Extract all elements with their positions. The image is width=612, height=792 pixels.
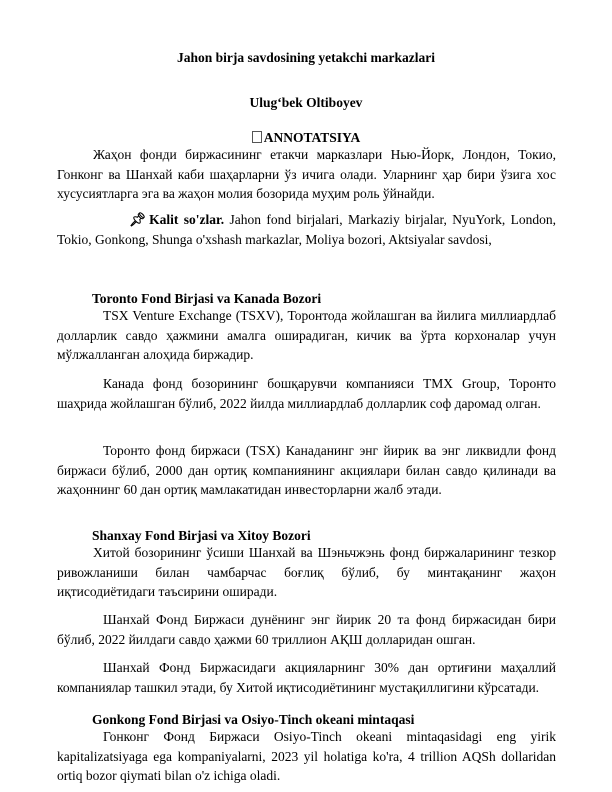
pin-icon: 📌︎ [129,212,147,227]
annotation-heading: ANNOTATSIYA [263,130,361,145]
keywords-label: Kalit so'zlar. [149,212,225,227]
section-heading-shanghai: Shanxay Fond Birjasi va Xitoy Bozori [92,528,311,543]
document-title: Jahon birja savdosining yetakchi markazlari [176,50,436,65]
placeholder-box-icon [252,131,262,143]
keywords-text: Jahon fond birjalari, Markaziy birjalar, NyuYork, London, Tokio, Gonkong, Shunga o'xshash markazlar, Moliya bozori, Aktsiyalar savdosi, [57,212,557,247]
toronto-paragraph-2: Канада фонд бозорининг бошқарувчи компанияси TMX Group, Торонто шаҳрида жойлашган бўлиб, 2022 йилда миллиардлаб долларлик соф даромад олган. [57,376,556,411]
keywords-paragraph [57,210,556,249]
document-author: Ulug‘bek Oltiboyev [249,95,363,110]
hongkong-paragraph-1: Гонконг Фонд Биржаси Osiyo-Tinch okeani mintaqasidagi eng yirik kapitalizatsiyaga ega kompaniyalarni, 2023 yil holatiga ko'ra, 4 trillion AQSh dollaridan ortiq bozor qiymati bilan o'z ichiga oladi. [57,729,556,783]
annotation-heading-row [0,130,612,146]
shanghai-paragraph-1: Хитой бозорининг ўсиши Шанхай ва Шэньчжэнь фонд биржаларининг тезкор ривожланиши билан чамбарчас боғлиқ бўлиб, бу минтақанинг жаҳон иқтисодиётидаги таъсирини оширади. [57,545,556,599]
annotation-text: Жаҳон фонди биржасининг етакчи марказлари Нью-Йорк, Лондон, Токио, Гонконг ва Шанхай каби шаҳарларни ўз ичига олади. Уларнинг ҳар бири ўзига хос хусусиятларга эга ва жаҳон молия бозорида муҳим роль ўйнайди. [57,147,556,201]
section-heading-toronto: Toronto Fond Birjasi va Kanada Bozori [92,291,322,306]
toronto-paragraph-3: Торонто фонд биржаси (TSX) Канаданинг энг йирик ва энг ликвидли фонд биржаси бўлиб, 2000 дан ортиқ компаниянинг акциялари билан савдо қилинади ва жаҳоннинг 60 дан ортиқ мамлакатидан инвесторларни жалб этади. [57,443,556,497]
toronto-paragraph-1: TSX Venture Exchange (TSXV), Торонтода жойлашган ва йилига миллиардлаб долларлик савдо ҳажмини амалга оширадиган, кичик ва ўрта корхоналар учун мўлжалланган алоҳида биржадир. [57,308,556,362]
shanghai-paragraph-2: Шанхай Фонд Биржаси дунёнинг энг йирик 20 та фонд биржасидан бири бўлиб, 2022 йилдаги савдо ҳажми 60 триллион АҚШ долларидан ошган. [57,612,556,647]
section-heading-hongkong: Gonkong Fond Birjasi va Osiyo-Tinch okeani mintaqasi [92,712,415,727]
shanghai-paragraph-3: Шанхай Фонд Биржасидаги акцияларнинг 30% дан ортиғини маҳаллий компаниялар ташкил этади, бу Хитой иқтисодиётининг мустақиллигини кўрсатади. [57,660,556,695]
